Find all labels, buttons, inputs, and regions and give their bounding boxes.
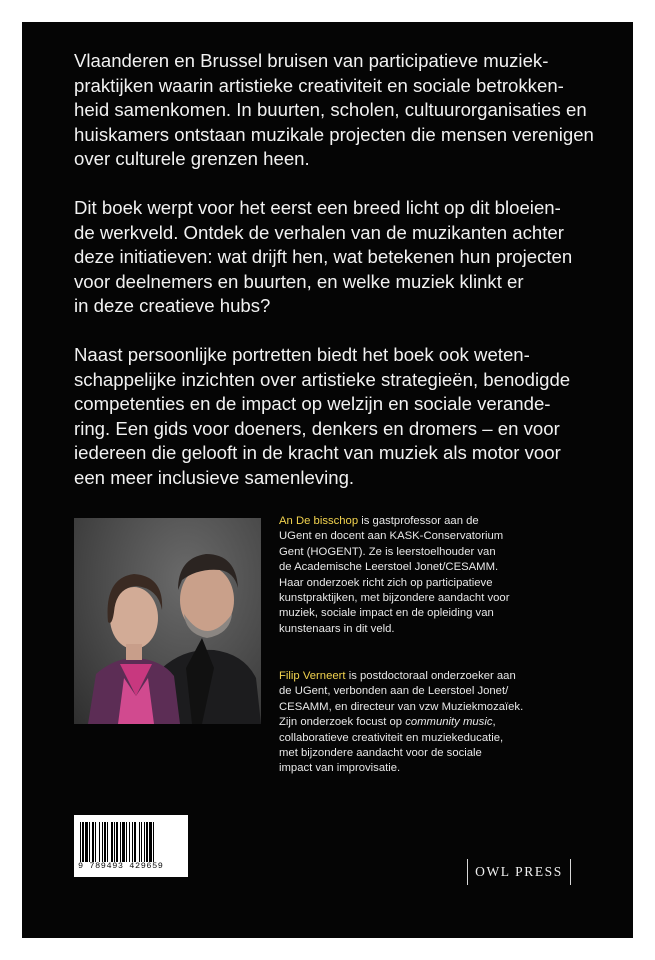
barcode-digits: 9 789493 429659 — [78, 861, 164, 871]
bio-text: is gastprofessor aan de — [358, 515, 479, 527]
blurb-line: huiskamers ontstaan muzikale projecten die mensen verenigen — [74, 123, 594, 145]
bio-line: CESAMM, en directeur van vzw Muziekmozaïek. — [279, 700, 524, 713]
bio-line — [279, 514, 579, 529]
bio-line — [279, 715, 579, 730]
blurb-line: competenties en de impact op welzijn en sociale verande- — [74, 393, 551, 415]
bio-line: collaboratieve creativiteit en muziekeducatie, — [279, 731, 504, 744]
bio-line: de Academische Leerstoel Jonet/CESAMM. — [279, 561, 499, 574]
bio-line: met bijzondere aandacht voor de sociale — [279, 747, 482, 760]
bio-text: , — [492, 716, 496, 729]
blurb-line: Naast persoonlijke portretten biedt het boek ook weten- — [74, 343, 530, 365]
blurb-paragraph-2 — [74, 196, 579, 319]
author-bio-2 — [279, 669, 579, 777]
author-name: Filip Verneert — [279, 670, 346, 682]
isbn-barcode — [74, 815, 188, 877]
bio-text: Zijn onderzoek focust op — [279, 716, 406, 729]
author-name: An De bisschop — [279, 515, 359, 527]
author-photo-illustration — [74, 518, 261, 724]
bio-italic-term: community music — [405, 716, 493, 729]
blurb-line: iedereen die gelooft in de kracht van muziek als motor voor — [74, 442, 561, 464]
bio-line: kunstenaars in dit veld. — [279, 622, 395, 635]
author-photo — [74, 518, 261, 724]
blurb-line: voor deelnemers en buurten, en welke muziek klinkt er — [74, 270, 524, 292]
blurb-line: schappelijke inzichten over artistieke strategieën, benodigde — [74, 368, 571, 390]
bio-line: de UGent, verbonden aan de Leerstoel Jonet/ — [279, 685, 509, 698]
blurb-line: Dit boek werpt voor het eerst een breed licht op dit bloeien- — [74, 196, 561, 218]
blurb-line: een meer inclusieve samenleving. — [74, 466, 355, 488]
bio-line: kunstpraktijken, met bijzondere aandacht voor — [279, 592, 510, 605]
blurb-line: deze initiatieven: wat drijft hen, wat betekenen hun projecten — [74, 246, 573, 268]
bio-line: UGent en docent aan KASK-Conservatorium — [279, 530, 504, 543]
blurb-line: heid samenkomen. In buurten, scholen, cultuurorganisaties en — [74, 99, 587, 121]
publisher-logo: OWL PRESS — [467, 859, 571, 885]
bio-line — [279, 669, 579, 684]
blurb-line: praktijken waarin artistieke creativiteit en sociale betrokken- — [74, 74, 564, 96]
blurb-line: in deze creatieve hubs? — [74, 295, 271, 317]
blurb-paragraph-3 — [74, 343, 579, 491]
blurb-line: de werkveld. Ontdek de verhalen van de muzikanten achter — [74, 221, 564, 243]
bio-text: is postdoctoraal onderzoeker aan — [345, 670, 516, 682]
blurb-line: Vlaanderen en Brussel bruisen van participatieve muziek- — [74, 50, 549, 71]
bio-line: impact van improvisatie. — [279, 762, 401, 775]
barcode-bars — [80, 822, 182, 862]
blurb — [74, 49, 594, 515]
bio-line: Haar onderzoek richt zich op participatieve — [279, 576, 493, 589]
author-bio-1 — [279, 514, 579, 637]
bio-line: muziek, sociale impact en de opleiding van — [279, 607, 494, 620]
blurb-line: ring. Een gids voor doeners, denkers en dromers – en voor — [74, 417, 560, 439]
blurb-line: over culturele grenzen heen. — [74, 148, 310, 170]
bio-line: Gent (HOGENT). Ze is leerstoelhouder van — [279, 545, 496, 558]
blurb-paragraph-1 — [74, 49, 594, 172]
